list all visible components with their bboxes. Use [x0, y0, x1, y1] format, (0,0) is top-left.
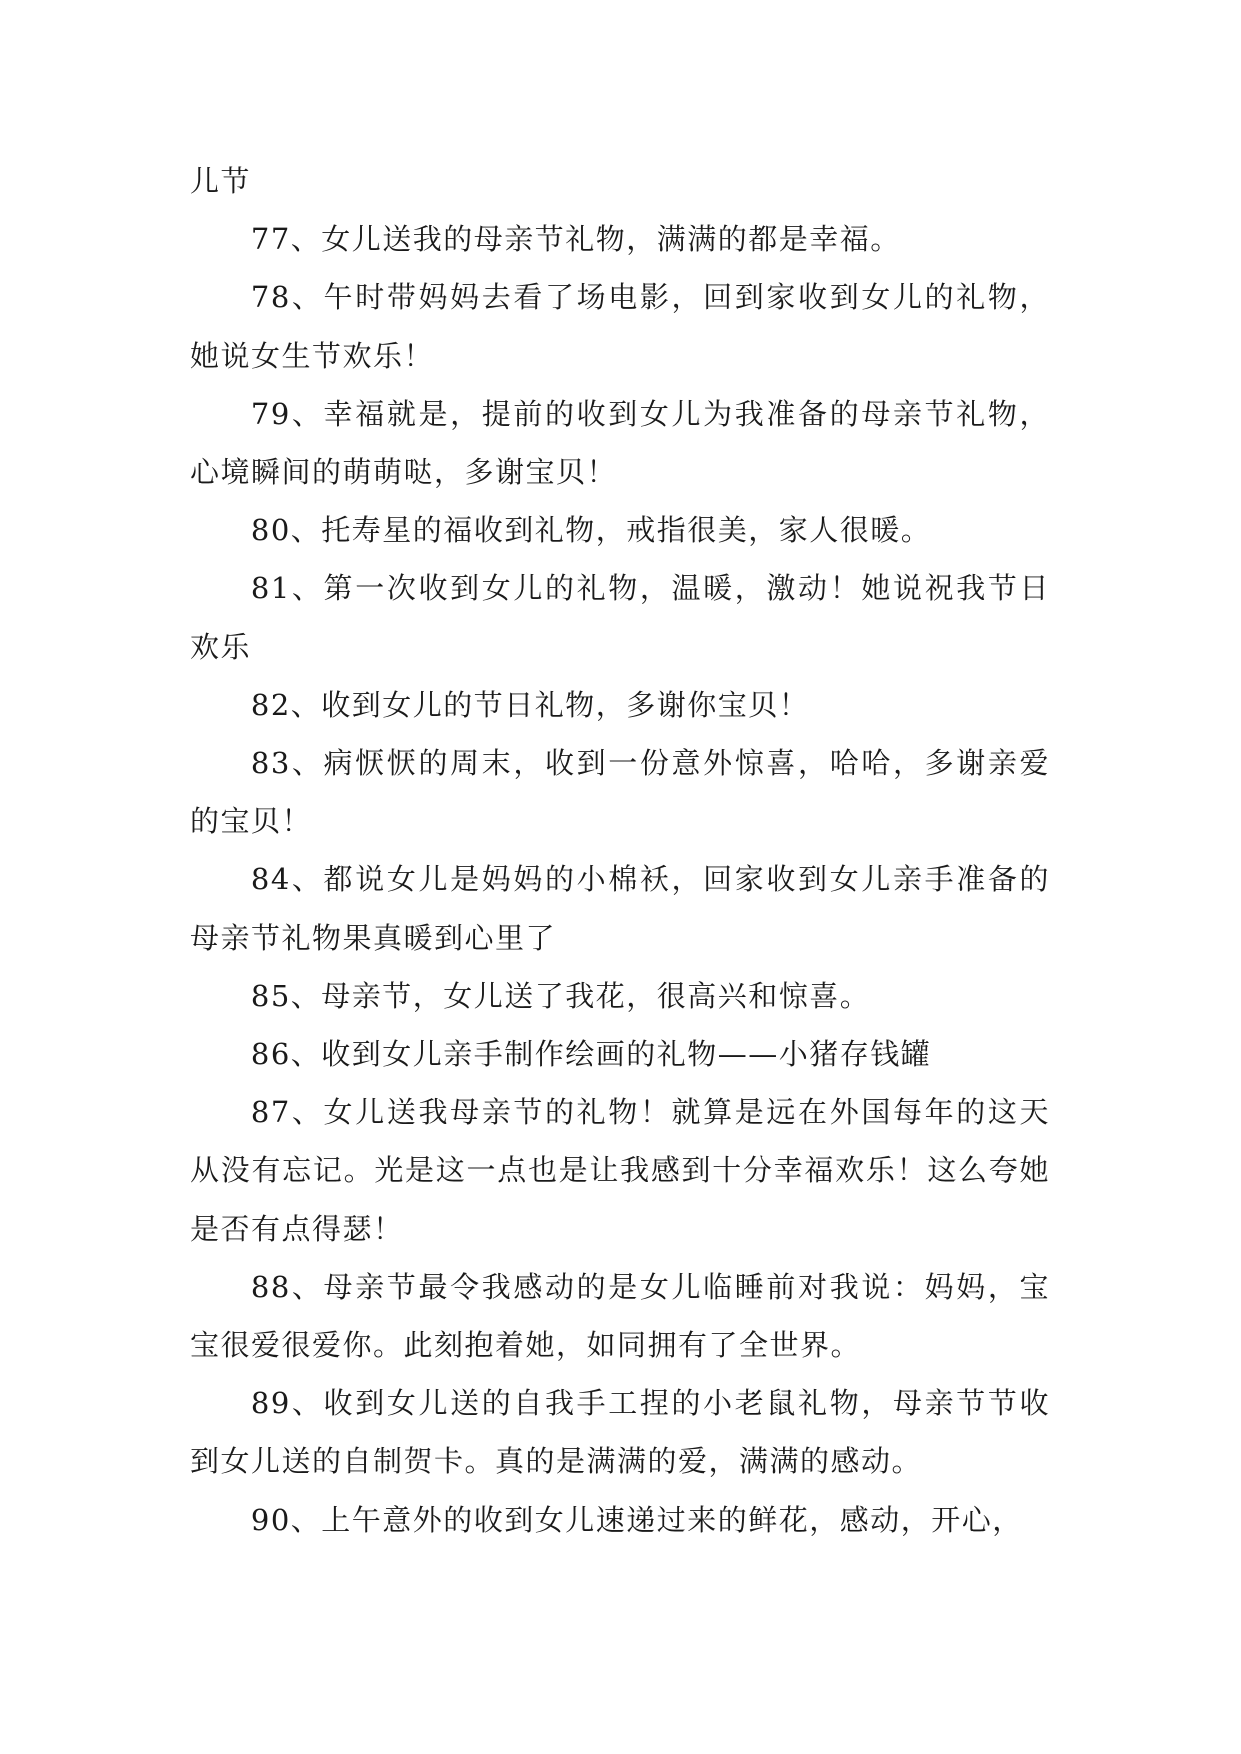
paragraph-80: 80、托寿星的福收到礼物，戒指很美，家人很暖。 — [250, 513, 932, 548]
paragraph-88: 88、母亲节最令我感动的是女儿临睡前对我说：妈妈，宝宝很爱很爱你。此刻抱着她，如同拥有了全世界。 — [190, 1269, 1050, 1363]
paragraph-83: 83、病恹恹的周末，收到一份意外惊喜，哈哈，多谢亲爱的宝贝！ — [190, 746, 1050, 839]
paragraph-89: 89、收到女儿送的自我手工捏的小老鼠礼物，母亲节节收到女儿送的自制贺卡。真的是满满的爱，满满的感动。 — [190, 1386, 1050, 1479]
paragraph-87: 87、女儿送我母亲节的礼物！就算是远在外国每年的这天从没有忘记。光是这一点也是让我感到十分幸福欢乐！这么夸她是否有点得瑟！ — [190, 1095, 1050, 1246]
paragraph-90: 90、上午意外的收到女儿速递过来的鲜花，感动，开心， — [250, 1502, 1023, 1537]
paragraph-78: 78、午时带妈妈去看了场电影，回到家收到女儿的礼物，她说女生节欢乐！ — [190, 280, 1050, 373]
paragraph-86: 86、收到女儿亲手制作绘画的礼物——小猪存钱罐 — [250, 1037, 932, 1072]
paragraph-81: 81、第一次收到女儿的礼物，温暖，激动！她说祝我节日欢乐 — [190, 571, 1050, 664]
paragraph-77: 77、女儿送我的母亲节礼物，满满的都是幸福。 — [250, 222, 901, 257]
paragraph-84: 84、都说女儿是妈妈的小棉袄，回家收到女儿亲手准备的母亲节礼物果真暖到心里了 — [190, 862, 1050, 955]
paragraph-82: 82、收到女儿的节日礼物，多谢你宝贝！ — [250, 687, 810, 722]
paragraph-79: 79、幸福就是，提前的收到女儿为我准备的母亲节礼物，心境瞬间的萌萌哒，多谢宝贝！ — [190, 396, 1050, 490]
paragraph-85: 85、母亲节，女儿送了我花，很高兴和惊喜。 — [250, 978, 871, 1013]
paragraph-continuation: 儿节 — [190, 164, 252, 198]
document-body — [190, 152, 1050, 1549]
